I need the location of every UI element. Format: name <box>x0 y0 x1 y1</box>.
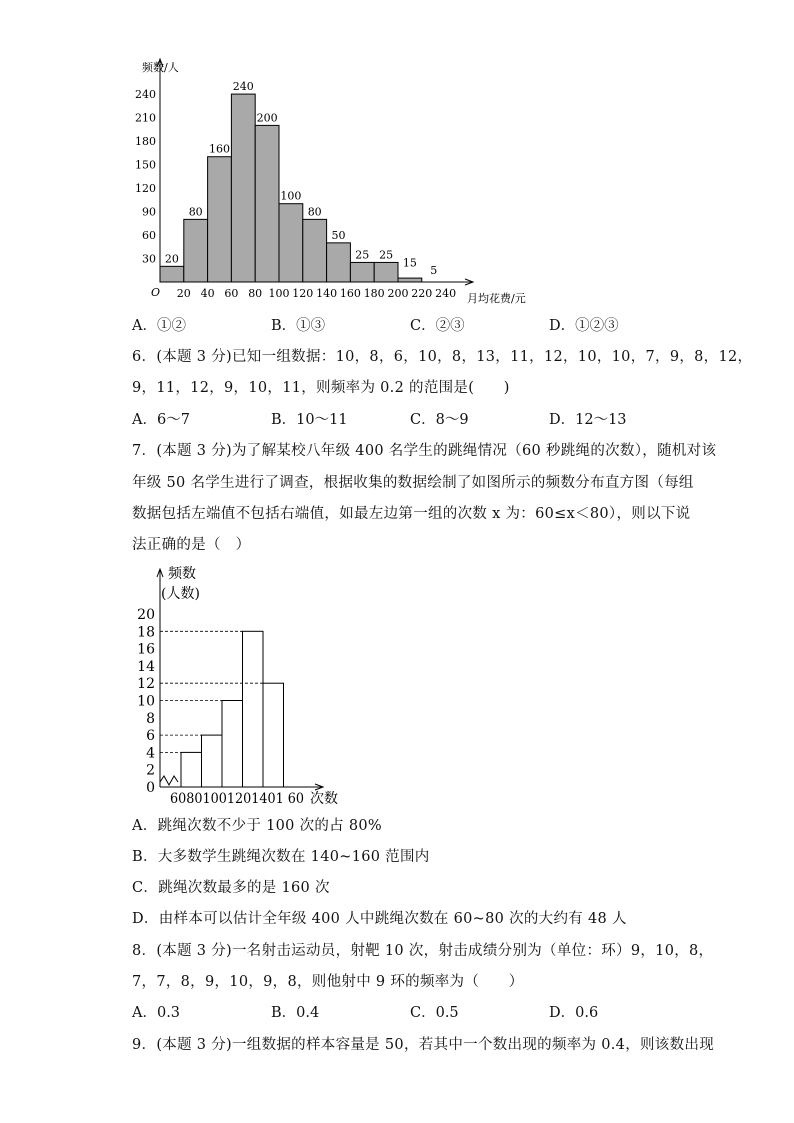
y-tick-label: 2 <box>146 762 155 779</box>
x-tick-label: 180 <box>363 287 385 300</box>
axis-break-mark <box>160 776 178 785</box>
y-tick-label: 210 <box>135 111 156 125</box>
x-tick-label: 100 <box>268 287 290 300</box>
y-axis-title-line2: (人数) <box>161 586 200 602</box>
histogram-bar <box>255 125 279 282</box>
q7-line-3: 数据包括左端值不包括右端值，如最左边第一组的次数 x 为：60≤x＜80），则以下说 <box>132 506 691 522</box>
y-tick-label: 240 <box>135 88 156 102</box>
q7-option-c[interactable]: C．跳绳次数最多的是 160 次 <box>132 880 330 896</box>
x-tick-label: 20 <box>176 287 191 300</box>
q6-option-b[interactable]: B．10～11 <box>271 412 348 428</box>
q8-option-b[interactable]: B．0.4 <box>271 1005 320 1021</box>
data-label: 25 <box>379 248 394 262</box>
y-tick-label: 0 <box>146 780 155 796</box>
x-tick-label: 40 <box>200 287 215 300</box>
x-tick-label: 220 <box>411 287 433 300</box>
histogram-bar <box>222 701 243 788</box>
y-tick-label: 120 <box>135 182 156 196</box>
histogram-bar <box>279 204 303 282</box>
y-tick-label: 30 <box>142 252 156 266</box>
q7-line-1: 7．(本题 3 分)为了解某校八年级 400 名学生的跳绳情况（60 秒跳绳的次数），随机对该 <box>132 443 717 459</box>
histogram-bar <box>231 94 255 282</box>
y-tick-label: 6 <box>146 728 155 745</box>
q7-option-d[interactable]: D．由样本可以估计全年级 400 人中跳绳次数在 60~80 次的大约有 48 人 <box>132 911 627 927</box>
y-tick-label: 150 <box>135 158 156 172</box>
q6-option-d[interactable]: D．12～13 <box>549 412 627 428</box>
y-tick-label: 90 <box>142 205 156 219</box>
data-label: 5 <box>430 264 438 278</box>
y-tick-label: 12 <box>137 676 155 693</box>
histogram-bar <box>181 752 202 787</box>
origin-label: O <box>151 286 161 299</box>
q7-option-a[interactable]: A．跳绳次数不少于 100 次的占 80% <box>132 818 383 834</box>
q7-line-2: 年级 50 名学生进行了调查，根据收集的数据绘制了如图所示的频数分布直方图（每组 <box>132 475 694 491</box>
y-tick-label: 16 <box>137 641 155 658</box>
q9-line-1: 9．(本题 3 分)一组数据的样本容量是 50，若其中一个数出现的频率为 0.4，则该数出现 <box>132 1037 715 1053</box>
y-tick-label: 4 <box>146 745 155 762</box>
q8-option-a[interactable]: A．0.3 <box>132 1005 181 1021</box>
x-tick-label: 160 <box>339 287 361 300</box>
histogram-bar <box>208 157 232 282</box>
x-axis-title: 次数 <box>310 791 338 807</box>
data-label: 15 <box>402 256 417 270</box>
histogram-bar <box>350 262 374 282</box>
histogram-rope-skipping <box>130 560 360 810</box>
histogram-bar <box>374 262 398 282</box>
y-tick-label: 10 <box>137 693 155 710</box>
data-label: 160 <box>209 142 230 156</box>
x-axis-tick-labels: 60801001201401 60 <box>170 791 304 807</box>
x-tick-label: 200 <box>387 287 409 300</box>
y-tick-label: 14 <box>137 658 155 675</box>
x-tick-label: 60 <box>224 287 239 300</box>
y-axis-title-line1: 频数 <box>168 566 196 582</box>
data-label: 80 <box>307 205 322 219</box>
q8-line-1: 8．(本题 3 分)一名射击运动员，射靶 10 次，射击成绩分别为（单位：环）9，10，8， <box>132 943 714 959</box>
x-tick-label: 240 <box>435 287 457 300</box>
q5-option-d[interactable]: D．①②③ <box>549 318 619 334</box>
x-tick-label: 140 <box>316 287 338 300</box>
q5-option-a[interactable]: A．①② <box>132 318 186 334</box>
data-label: 200 <box>256 111 278 125</box>
data-label: 25 <box>355 248 370 262</box>
x-axis-title: 月均花费/元 <box>467 292 526 305</box>
data-label: 20 <box>164 252 179 266</box>
histogram-monthly-spending <box>120 55 560 310</box>
y-tick-label: 60 <box>142 229 156 243</box>
y-tick-label: 8 <box>146 710 155 727</box>
q6-option-a[interactable]: A．6～7 <box>132 412 190 428</box>
histogram-bar <box>327 243 351 282</box>
q8-option-d[interactable]: D．0.6 <box>549 1005 599 1021</box>
histogram-bar <box>202 735 223 787</box>
q8-line-2: 7，7，8，9，10，9，8，则他射中 9 环的频率为（ ） <box>132 974 524 990</box>
histogram-bar <box>160 266 184 282</box>
data-label: 80 <box>188 205 203 219</box>
y-tick-label: 180 <box>135 135 156 149</box>
data-label: 50 <box>331 228 346 242</box>
y-tick-label: 18 <box>137 624 155 641</box>
q7-option-b[interactable]: B．大多数学生跳绳次数在 140~160 范围内 <box>132 849 430 865</box>
q6-line-2: 9，11，12，9，10，11，则频率为 0.2 的范围是( ) <box>132 380 510 396</box>
histogram-bar <box>398 278 422 282</box>
histogram-bar <box>243 631 264 787</box>
q8-option-c[interactable]: C．0.5 <box>410 1005 459 1021</box>
histogram-bar <box>184 219 208 282</box>
x-tick-label: 120 <box>292 287 314 300</box>
q7-line-4: 法正确的是（ ） <box>132 537 251 553</box>
y-axis-title: 频数/人 <box>142 61 179 74</box>
data-label: 100 <box>280 189 302 203</box>
q5-option-b[interactable]: B．①③ <box>271 318 326 334</box>
y-tick-label: 20 <box>137 607 155 623</box>
histogram-bar <box>263 683 284 787</box>
data-label: 240 <box>232 80 254 94</box>
x-tick-label: 80 <box>248 287 263 300</box>
q6-line-1: 6．(本题 3 分)已知一组数据：10，8，6，10，8，13，11，12，10，10，7，9，8，12， <box>132 349 753 365</box>
q6-option-c[interactable]: C．8～9 <box>410 412 469 428</box>
histogram-bar <box>303 219 327 282</box>
q5-option-c[interactable]: C．②③ <box>410 318 465 334</box>
